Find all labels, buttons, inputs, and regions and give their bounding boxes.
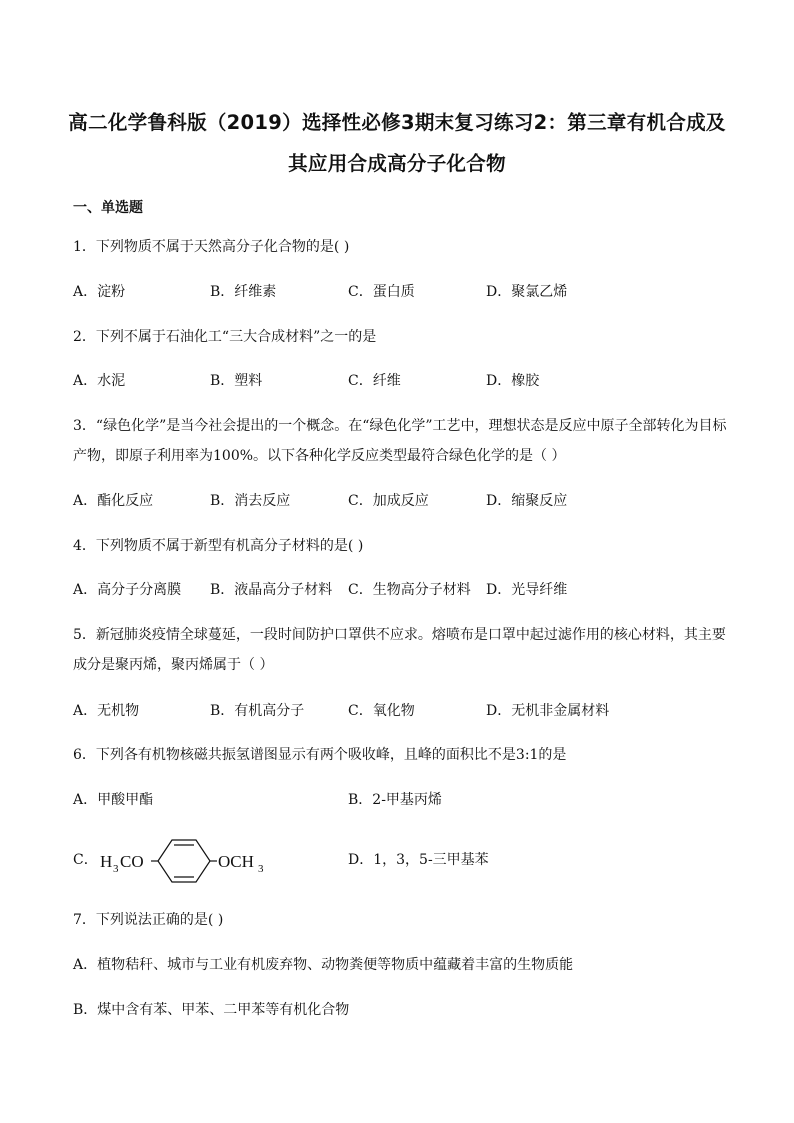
question-6-option-d: D．1，3，5-三甲基苯 (348, 852, 489, 868)
question-5-option-b: B．有机高分子 (210, 703, 305, 719)
question-5-option-a: A．无机物 (73, 703, 140, 719)
question-6-option-b: B．2-甲基丙烯 (348, 792, 442, 808)
question-1-option-d: D．聚氯乙烯 (486, 284, 568, 300)
structure-left-sub: 3 (113, 863, 119, 875)
question-1-option-b: B．纤维素 (210, 284, 277, 300)
question-3-stem-line-2: 产物，即原子利用率为100%。以下各种化学反应类型最符合绿色化学的是（ ） (73, 448, 566, 464)
question-4-option-c: C．生物高分子材料 (348, 582, 471, 598)
structure-left-tail: CO (120, 852, 144, 871)
question-3-option-c: C．加成反应 (348, 493, 429, 509)
question-1-option-a: A．淀粉 (73, 284, 126, 300)
question-2-stem: 2．下列不属于石油化工“三大合成材料”之一的是 (73, 329, 377, 345)
question-5-stem-line-2: 成分是聚丙烯，聚丙烯属于（ ） (73, 657, 274, 673)
question-5-option-c: C．氧化物 (348, 703, 415, 719)
dimethoxybenzene-structure (98, 834, 288, 890)
question-4-option-a: A．高分子分离膜 (73, 582, 182, 598)
question-2-option-c: C．纤维 (348, 373, 401, 389)
question-5-stem-line-1: 5．新冠肺炎疫情全球蔓延，一段时间防护口罩供不应求。熔喷布是口罩中起过滤作用的核心材料，其主要 (73, 627, 726, 643)
question-6-option-c: C． (73, 852, 98, 868)
structure-right-sub: 3 (258, 863, 264, 875)
question-3-option-d: D．缩聚反应 (486, 493, 568, 509)
question-6-option-a: A．甲酸甲酯 (73, 792, 154, 808)
question-7-stem: 7．下列说法正确的是( ) (73, 912, 224, 928)
question-2-option-d: D．橡胶 (486, 373, 540, 389)
benzene-ring (158, 840, 210, 882)
question-7-option-a: A．植物秸秆、城市与工业有机废弃物、动物粪便等物质中蕴藏着丰富的生物质能 (73, 957, 574, 973)
question-1-stem: 1．下列物质不属于天然高分子化合物的是( ) (73, 239, 350, 255)
question-4-option-b: B．液晶高分子材料 (210, 582, 333, 598)
document-title-line-1: 高二化学鲁科版（2019）选择性必修3期末复习练习2：第三章有机合成及 (68, 111, 726, 134)
question-6-stem: 6．下列各有机物核磁共振氢谱图显示有两个吸收峰，且峰的面积比不是3:1的是 (73, 747, 567, 763)
question-7-option-b: B．煤中含有苯、甲苯、二甲苯等有机化合物 (73, 1002, 350, 1018)
question-5-option-d: D．无机非金属材料 (486, 703, 610, 719)
question-3-option-b: B．消去反应 (210, 493, 291, 509)
question-4-option-d: D．光导纤维 (486, 582, 568, 598)
structure-right-group: OCH (218, 852, 254, 871)
document-title-line-2: 其应用合成高分子化合物 (288, 152, 506, 175)
section-heading: 一、单选题 (73, 200, 143, 216)
question-2-option-a: A．水泥 (73, 373, 126, 389)
question-3-stem-line-1: 3．“绿色化学”是当今社会提出的一个概念。在“绿色化学”工艺中，理想状态是反应中原子全部转化为目标 (73, 418, 727, 434)
structure-left-h: H (100, 852, 113, 871)
question-2-option-b: B．塑料 (210, 373, 263, 389)
question-1-option-c: C．蛋白质 (348, 284, 415, 300)
question-3-option-a: A．酯化反应 (73, 493, 154, 509)
question-4-stem: 4．下列物质不属于新型有机高分子材料的是( ) (73, 538, 364, 554)
